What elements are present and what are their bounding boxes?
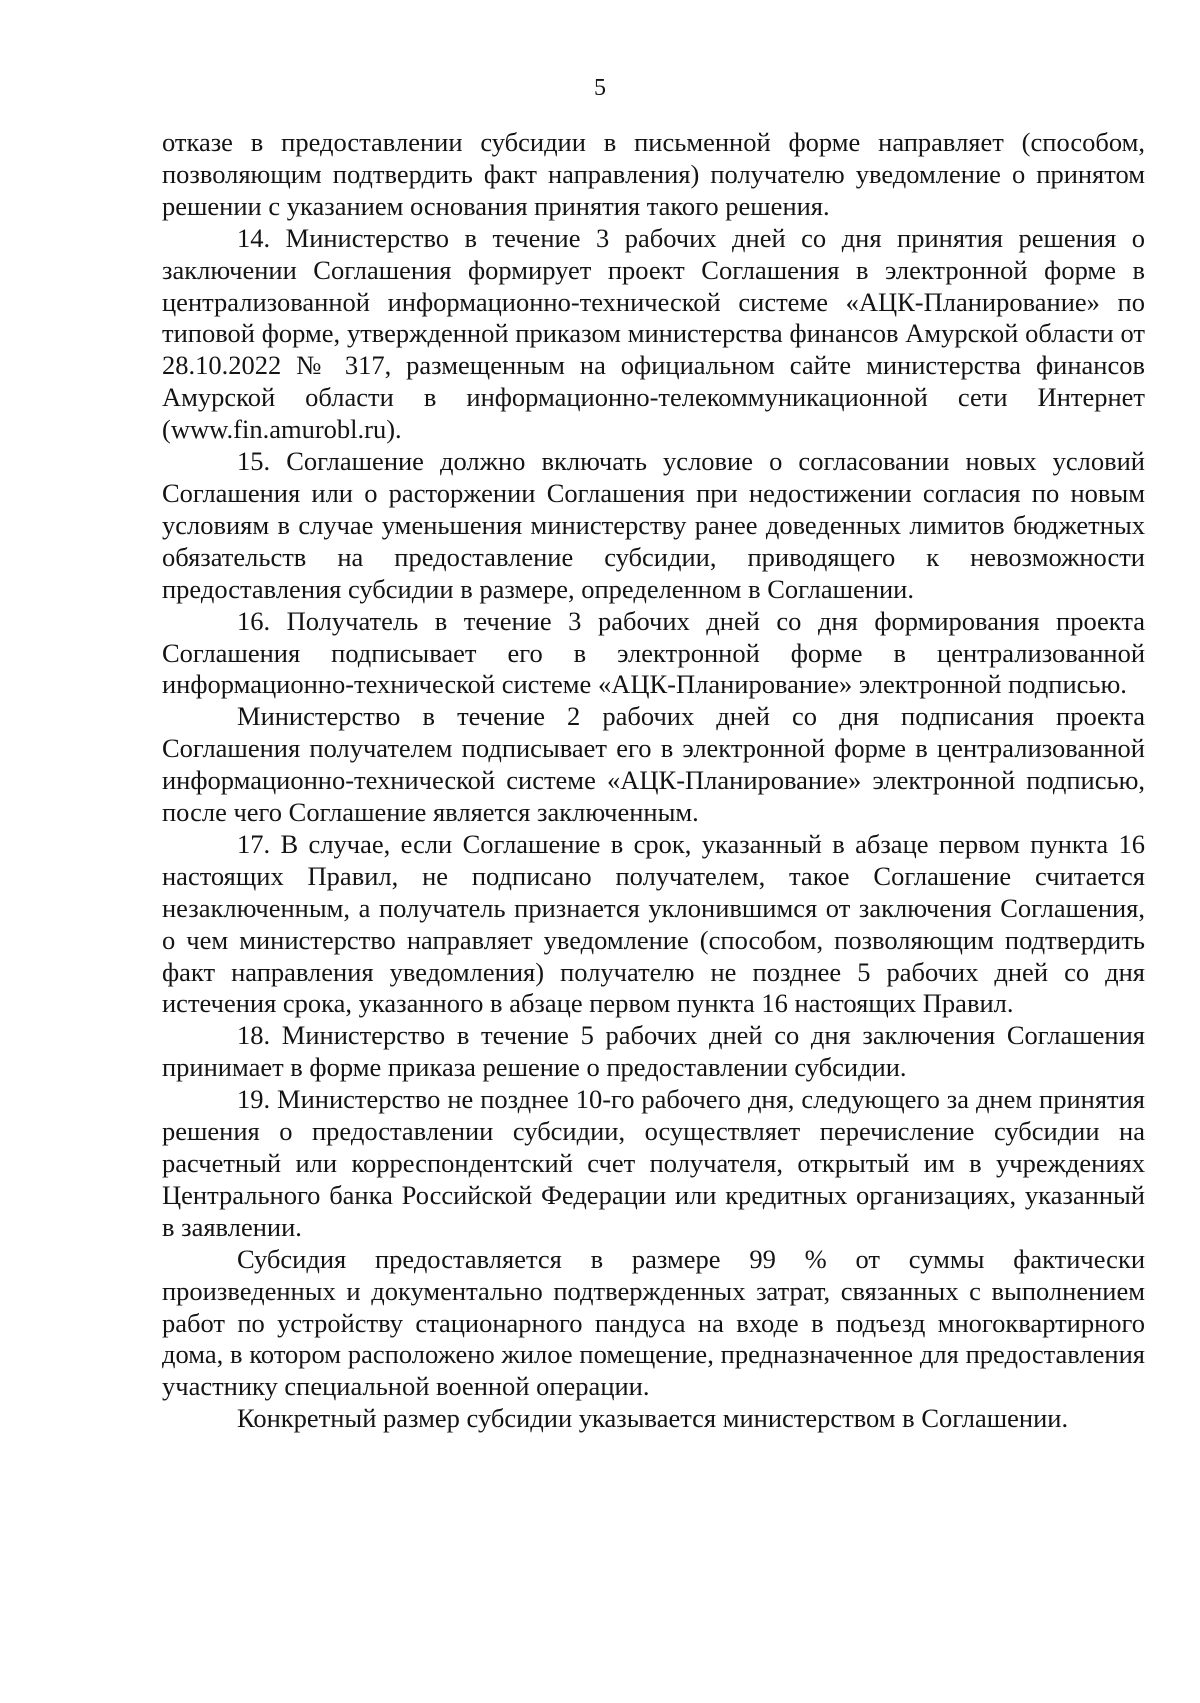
document-body [162,127,1145,1435]
paragraph-item-19: 19. Министерство не позднее 10-го рабочего дня, следующего за днем принятия решения о предоставлении субсидии, осуществляет перечисление субсидии на расчетный или корреспондентский счет получателя, открытый им в учреждениях Центрального банка Российской Федерации или кредитных организациях, указанный в заявлении. [162,1084,1145,1242]
paragraph-item-15: 15. Соглашение должно включать условие о согласовании новых условий Соглашения или о расторжении Соглашения при недостижении согласия по новым условиям в случае уменьшения министерству ранее доведенных лимитов бюджетных обязательств на предоставление субсидии, приводящего к невозможности предоставления субсидии в размере, определенном в Соглашении. [162,446,1145,604]
paragraph-item-16-ministry-signing: Министерство в течение 2 рабочих дней со дня подписания проекта Соглашения получателем подписывает его в электронной форме в централизованной информационно-технической системе «АЦК-Планирование» электронной подписью, после чего Соглашение является заключенным. [162,701,1145,828]
paragraph-item-14: 14. Министерство в течение 3 рабочих дней со дня принятия решения о заключении Соглашения формирует проект Соглашения в электронной форме в централизованной информационно-технической системе «АЦК-Планирование» по типовой форме, утвержденной приказом министерства финансов Амурской области от 28.10.2022 № 317, размещенным на официальном сайте министерства финансов Амурской области в информационно-телекоммуникационной сети Интернет (www.fin.amurobl.ru). [162,222,1145,445]
paragraph-item-16: 16. Получатель в течение 3 рабочих дней со дня формирования проекта Соглашения подписывает его в электронной форме в централизованной информационно-технической системе «АЦК-Планирование» электронной подписью. [162,605,1145,700]
page-number: 5 [594,75,606,101]
paragraph-item-17: 17. В случае, если Соглашение в срок, указанный в абзаце первом пункта 16 настоящих Правил, не подписано получателем, такое Соглашение считается незаключенным, а получатель признается уклонившимся от заключения Соглашения, о чем министерство направляет уведомление (способом, позволяющим подтвердить факт направления уведомления) получателю не позднее 5 рабочих дней со дня истечения срока, указанного в абзаце первом пункта 16 настоящих Правил. [162,828,1145,1019]
paragraph-specific-amount: Конкретный размер субсидии указывается министерством в Соглашении. [237,1403,1069,1434]
paragraph-item-18: 18. Министерство в течение 5 рабочих дней со дня заключения Соглашения принимает в форме приказа решение о предоставлении субсидии. [162,1020,1145,1083]
paragraph-subsidy-amount: Субсидия предоставляется в размере 99 % от суммы фактически произведенных и документально подтвержденных затрат, связанных с выполнением работ по устройству стационарного пандуса на входе в подъезд многоквартирного дома, в котором расположено жилое помещение, предназначенное для предоставления участнику специальной военной операции. [162,1243,1145,1402]
paragraph-continuation: отказе в предоставлении субсидии в письменной форме направляет (способом, позволяющим подтвердить факт направления) получателю уведомление о принятом решении с указанием основания принятия такого решения. [162,127,1145,221]
